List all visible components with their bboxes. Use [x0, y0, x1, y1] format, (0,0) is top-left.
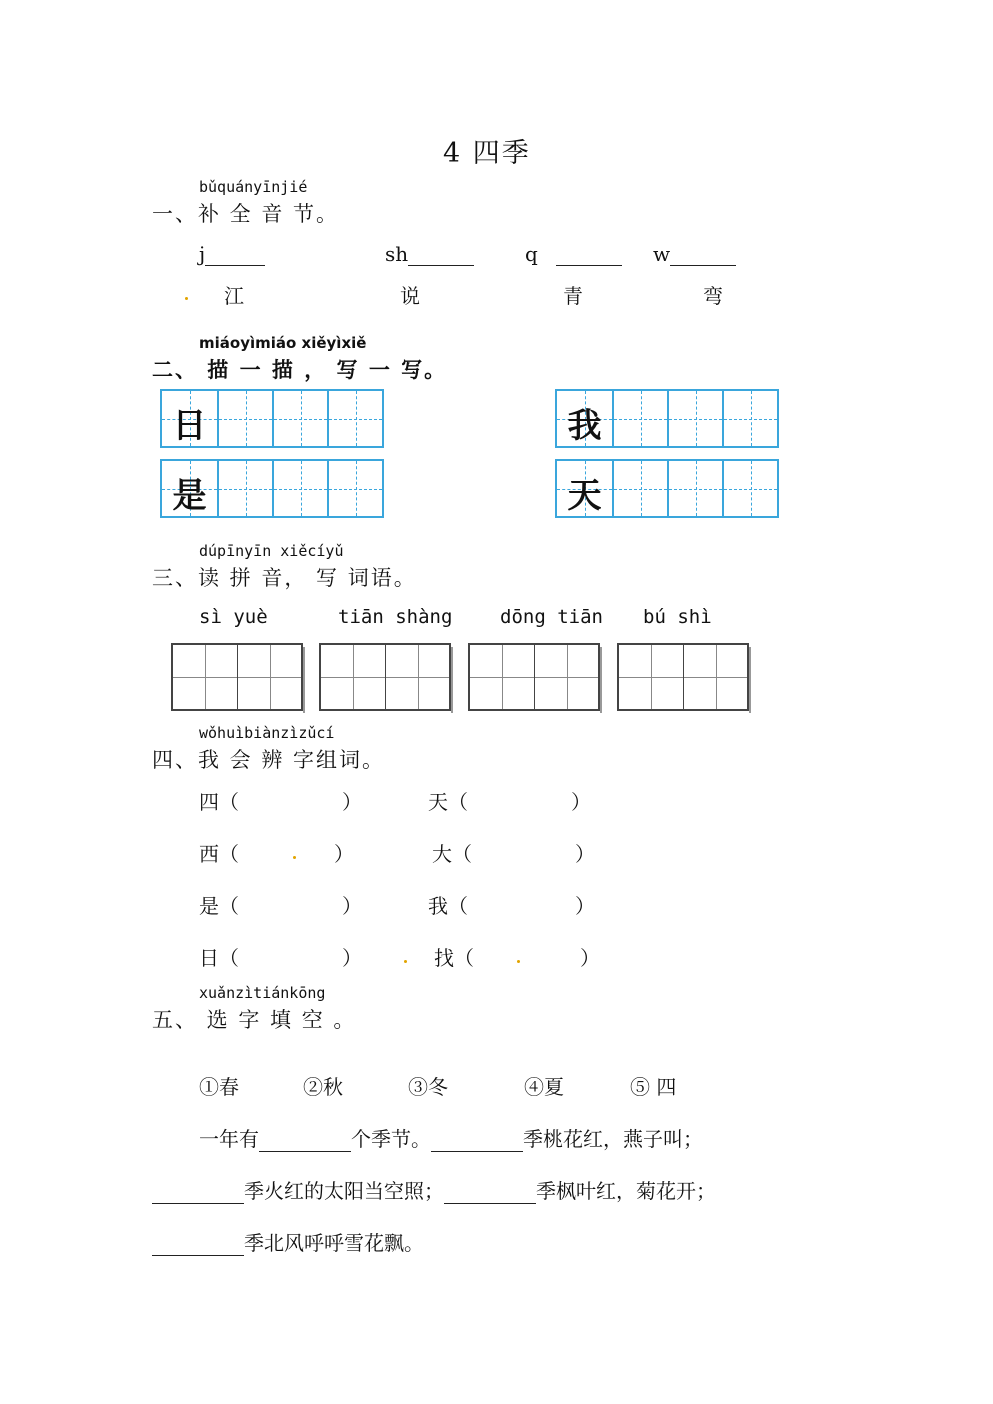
word-input-right-2[interactable] [432, 838, 472, 867]
writing-grid-1[interactable] [171, 643, 303, 711]
close-paren: ） [575, 894, 595, 918]
char-prompt: 四（ [199, 790, 239, 814]
sentence-text: 季火红的太阳当空照； [244, 1179, 444, 1203]
trace-grid-ri[interactable] [160, 389, 384, 448]
fill-blank[interactable] [431, 1131, 523, 1152]
trace-grid-shi[interactable] [160, 459, 384, 518]
option-four: ⑤ 四 [630, 1075, 677, 1099]
option-summer: ④夏 [524, 1075, 564, 1099]
syllable-blank-1[interactable] [199, 242, 265, 266]
fill-sentence-3 [152, 1227, 424, 1256]
syllable-char-4: 弯 [703, 284, 723, 308]
word-input-left-4[interactable] [199, 942, 239, 971]
char-prompt: 西（ [199, 842, 239, 866]
sentence-text: 季桃花红，燕子叫； [523, 1127, 703, 1151]
word-input-right-3[interactable] [428, 890, 468, 919]
syllable-char-2: 说 [400, 284, 420, 308]
option-autumn: ②秋 [303, 1075, 343, 1099]
fill-sentence-2 [152, 1175, 716, 1204]
writing-grid-4[interactable] [617, 643, 749, 711]
section4-heading: 四、我 会 辨 字组词。 [152, 748, 386, 772]
syllable-char-1: 江 [224, 284, 244, 308]
syllable-prefix: j [199, 242, 206, 266]
page-title: 4 四季 [443, 138, 531, 169]
sentence-text: 个季节。 [351, 1127, 431, 1151]
section5-pinyin: xuǎnzìtiánkōng [199, 984, 326, 1002]
section2-pinyin: miáoyìmiáo xiěyìxiě [199, 334, 367, 352]
word-pinyin-1: sì yuè [199, 606, 268, 628]
word-input-right-1[interactable] [428, 786, 468, 815]
syllable-prefix: w [653, 242, 671, 266]
section3-heading: 三、读 拼 音， 写 词语。 [152, 566, 417, 590]
sentence-text: 季枫叶红，菊花开； [536, 1179, 716, 1203]
section2-heading: 二、 描 一 描 ， 写 一 写。 [152, 357, 448, 382]
fill-blank[interactable] [152, 1183, 244, 1204]
stray-mark [404, 960, 407, 963]
option-winter: ③冬 [408, 1075, 448, 1099]
word-pinyin-2: tiān shàng [338, 606, 453, 628]
stray-mark [293, 856, 296, 859]
section3-pinyin: dúpīnyīn xiěcíyǔ [199, 542, 344, 560]
char-prompt: 我（ [428, 894, 468, 918]
close-paren: ） [342, 946, 362, 970]
option-spring: ①春 [199, 1075, 239, 1099]
close-paren: ） [342, 790, 362, 814]
stray-mark [185, 297, 188, 300]
trace-char: 我 [567, 406, 602, 446]
char-prompt: 日（ [199, 946, 239, 970]
syllable-prefix: q [525, 242, 538, 266]
close-paren: ） [342, 894, 362, 918]
close-paren: ） [580, 946, 600, 970]
trace-char: 日 [172, 406, 207, 446]
trace-grid-wo[interactable] [555, 389, 779, 448]
stray-mark [517, 960, 520, 963]
fill-blank[interactable] [259, 1131, 351, 1152]
section4-pinyin: wǒhuìbiànzìzǔcí [199, 724, 335, 742]
writing-grid-2[interactable] [319, 643, 451, 711]
fill-blank[interactable] [152, 1235, 244, 1256]
close-paren: ） [334, 842, 354, 866]
close-paren: ） [571, 790, 591, 814]
word-input-left-1[interactable] [199, 786, 239, 815]
section1-pinyin: bǔquányīnjié [199, 178, 308, 196]
sentence-text: 一年有 [199, 1127, 259, 1151]
trace-char: 是 [172, 476, 207, 516]
section1-heading: 一、补 全 音 节。 [152, 202, 340, 226]
char-prompt: 大（ [432, 842, 472, 866]
word-pinyin-3: dōng tiān [500, 606, 603, 628]
char-prompt: 是（ [199, 894, 239, 918]
close-paren: ） [575, 842, 595, 866]
syllable-blank-4[interactable] [653, 242, 736, 266]
trace-grid-tian[interactable] [555, 459, 779, 518]
syllable-prefix: sh [385, 242, 409, 266]
writing-grid-3[interactable] [468, 643, 600, 711]
fill-blank[interactable] [444, 1183, 536, 1204]
trace-char: 天 [567, 476, 602, 516]
word-input-left-3[interactable] [199, 890, 239, 919]
char-prompt: 找（ [434, 946, 474, 970]
word-input-right-4[interactable] [434, 942, 474, 971]
syllable-char-3: 青 [563, 284, 583, 308]
word-input-left-2[interactable] [199, 838, 239, 867]
word-pinyin-4: bú shì [643, 606, 712, 628]
section5-heading: 五、 选 字 填 空 。 [152, 1008, 357, 1032]
syllable-blank-2[interactable] [385, 242, 474, 266]
sentence-text: 季北风呼呼雪花飘。 [244, 1231, 424, 1255]
syllable-blank-3[interactable] [525, 242, 622, 266]
char-prompt: 天（ [428, 790, 468, 814]
fill-sentence-1 [199, 1123, 703, 1152]
